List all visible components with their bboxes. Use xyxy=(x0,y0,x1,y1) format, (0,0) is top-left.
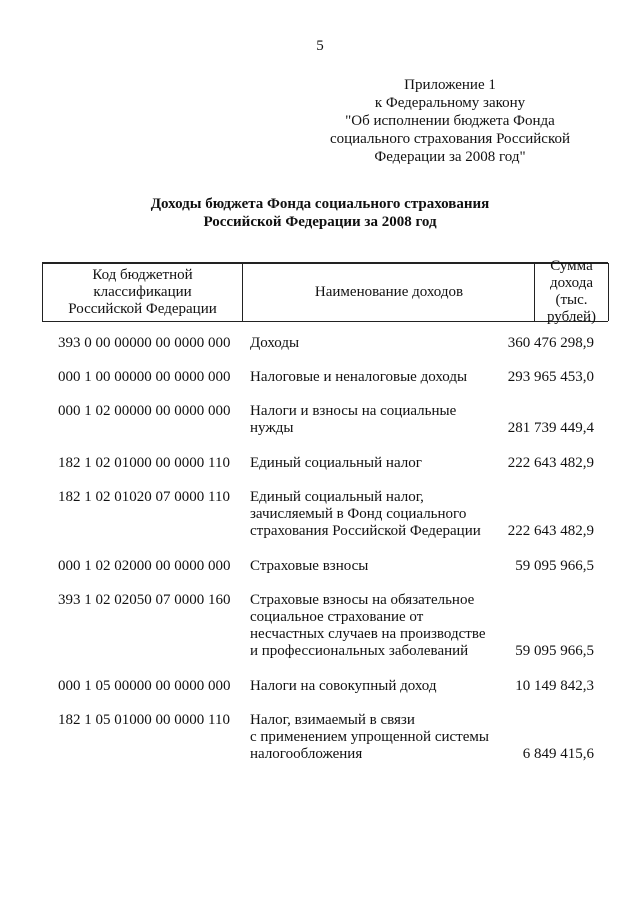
table-row xyxy=(0,403,640,437)
header-sum-line: (тыс. рублей) xyxy=(546,292,597,325)
income-sum: 360 476 298,9 xyxy=(507,335,594,351)
income-name: Единый социальный налог, зачисляемый в Фонд социального страхования Российской Федерации xyxy=(250,489,481,539)
appendix-line: к Федеральному закону xyxy=(374,95,526,111)
table-row xyxy=(0,712,640,763)
income-name: Страховые взносы xyxy=(250,558,369,574)
header-code-line: Код бюджетной xyxy=(92,266,193,283)
income-sum: 281 739 449,4 xyxy=(507,420,594,436)
budget-code: 393 0 00 00000 00 0000 000 xyxy=(58,335,231,351)
header-sum-line: Сумма дохода xyxy=(549,258,594,291)
income-sum: 222 643 482,9 xyxy=(507,523,594,539)
budget-code: 182 1 02 01020 07 0000 110 xyxy=(58,489,230,505)
table-row xyxy=(0,369,640,386)
income-sum: 10 149 842,3 xyxy=(515,678,594,694)
income-sum: 59 095 966,5 xyxy=(515,558,594,574)
table-row xyxy=(0,489,640,540)
budget-code: 393 1 02 02050 07 0000 160 xyxy=(58,592,231,608)
title-line: Российской Федерации за 2008 год xyxy=(203,214,437,230)
table-row xyxy=(0,455,640,472)
title-line: Доходы бюджета Фонда социального страхования xyxy=(150,196,490,212)
budget-code: 000 1 02 00000 00 0000 000 xyxy=(58,403,231,419)
appendix-line: Федерации за 2008 год" xyxy=(374,149,526,165)
appendix-line: Приложение 1 xyxy=(404,77,496,93)
income-name: Налоговые и неналоговые доходы xyxy=(250,369,468,385)
income-sum: 293 965 453,0 xyxy=(507,369,594,385)
income-name: Налоги на совокупный доход xyxy=(250,678,437,694)
income-sum: 59 095 966,5 xyxy=(515,643,594,659)
income-name: Налоги и взносы на социальные нужды xyxy=(250,403,457,436)
budget-code: 182 1 05 01000 00 0000 110 xyxy=(58,712,230,728)
income-sum: 6 849 415,6 xyxy=(522,746,594,762)
income-sum: 222 643 482,9 xyxy=(507,455,594,471)
income-name: Страховые взносы на обязательное социальное страхование от несчастных случаев на производстве и профессиональных заболеваний xyxy=(250,592,486,659)
appendix-line: "Об исполнении бюджета Фонда xyxy=(345,113,555,129)
header-code-line: классификации xyxy=(93,283,192,300)
header-name-line: Наименование доходов xyxy=(314,283,464,300)
table-row xyxy=(0,592,640,660)
table-row xyxy=(0,335,640,352)
budget-code: 000 1 05 00000 00 0000 000 xyxy=(58,678,231,694)
budget-code: 000 1 00 00000 00 0000 000 xyxy=(58,369,231,385)
income-name: Доходы xyxy=(250,335,300,351)
budget-code: 182 1 02 01000 00 0000 110 xyxy=(58,455,230,471)
table-row xyxy=(0,678,640,695)
page-number: 5 xyxy=(316,38,324,54)
income-name: Налог, взимаемый в связи с применением упрощенной системы налогообложения xyxy=(250,712,489,762)
appendix-line: социального страхования Российской xyxy=(329,131,571,147)
income-name: Единый социальный налог xyxy=(250,455,422,471)
header-code-line: Российской Федерации xyxy=(68,300,217,317)
table-row xyxy=(0,558,640,575)
budget-code: 000 1 02 02000 00 0000 000 xyxy=(58,558,231,574)
